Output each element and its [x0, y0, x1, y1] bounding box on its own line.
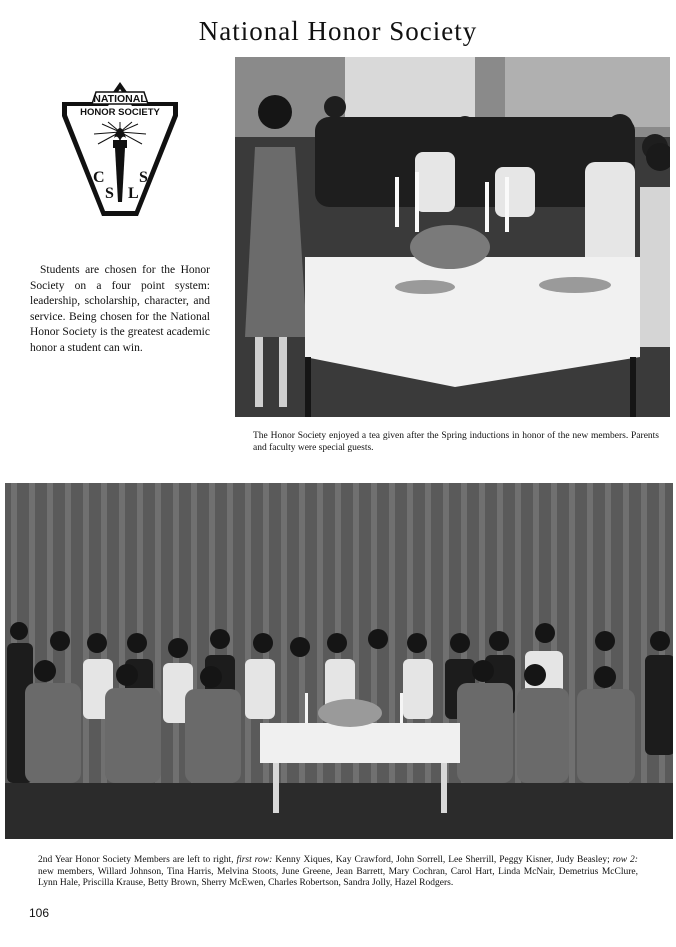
- group-photo-caption: [38, 855, 638, 890]
- emblem-letter-2: S: [105, 185, 114, 202]
- emblem-middle-text: HONOR SOCIETY: [80, 107, 160, 118]
- emblem-top-text: NATIONAL: [93, 93, 147, 105]
- emblem-letter-3: L: [128, 185, 139, 202]
- tea-photo-caption: The Honor Society enjoyed a tea given after the Spring inductions in honor of the new members. Parents and faculty were special guests.: [253, 431, 659, 453]
- tea-reception-photo: [235, 57, 670, 417]
- page-number: 106: [29, 906, 50, 920]
- honor-society-emblem: [56, 82, 184, 224]
- emblem-letter-4: S: [139, 169, 148, 186]
- row-1-label: first row:: [236, 855, 273, 865]
- intro-paragraph: Students are chosen for the Honor Society on a four point system: leadership, scholarship, character, and service. Being chosen for the National Honor Society is the greatest academic honor a student can win.: [30, 264, 210, 354]
- row-2-label: row 2:: [612, 855, 638, 865]
- row-2-names: new members, Willard Johnson, Tina Harris, Melvina Stoots, June Greene, Jean Barrett, Mary Cochran, Carol Hart, Linda McNair, Demetrius McClure, Lynn Hale, Priscilla Krause, Betty Brown, Sherry McEwen, Charles Robertson, Sandra Jolly, Hazel Rodgers.: [38, 866, 638, 888]
- emblem-letter-1: C: [93, 169, 105, 186]
- caption-intro: 2nd Year Honor Society Members are left to right,: [38, 855, 237, 865]
- row-1-names: Kenny Xiques, Kay Crawford, John Sorrell, Lee Sherrill, Peggy Kisner, Judy Beasley;: [272, 855, 613, 865]
- group-portrait-photo: [5, 483, 673, 839]
- page-title: National Honor Society: [198, 16, 478, 46]
